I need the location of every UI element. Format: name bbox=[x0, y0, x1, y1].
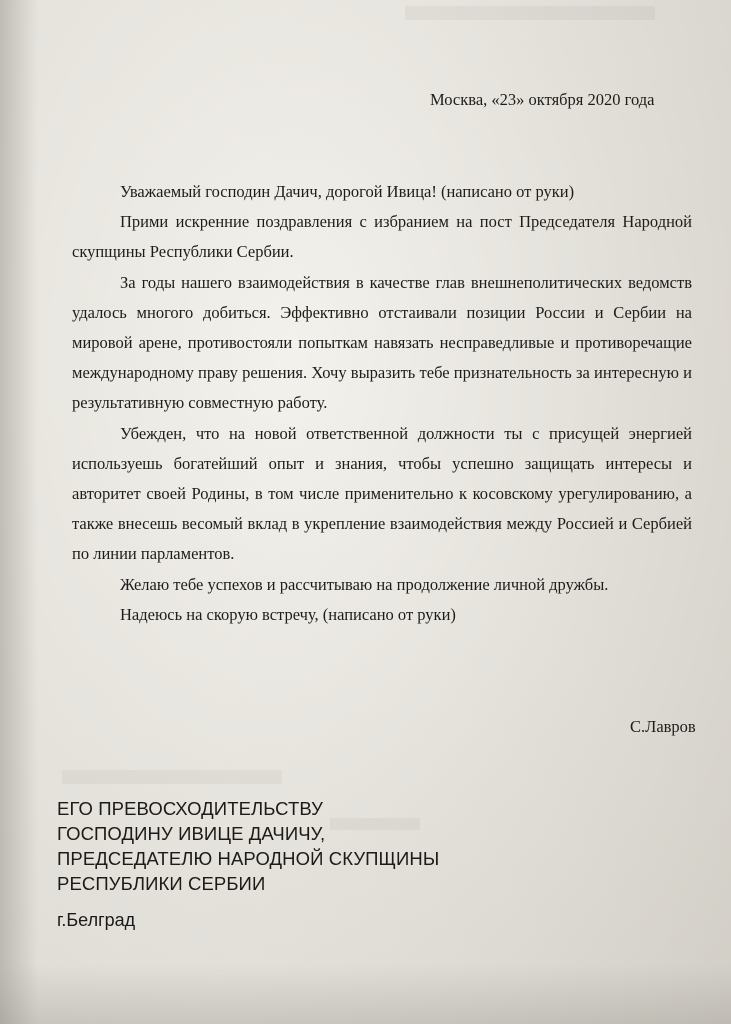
closing-paragraph: Надеюсь на скорую встречу, (написано от руки) bbox=[120, 605, 456, 625]
addressee-line: РЕСПУБЛИКИ СЕРБИИ bbox=[57, 873, 266, 894]
body-paragraph: Желаю тебе успехов и рассчитываю на продолжение личной дружбы. bbox=[120, 575, 609, 595]
addressee-line: ГОСПОДИНУ ИВИЦЕ ДАЧИЧУ, bbox=[57, 823, 326, 844]
addressee-block bbox=[57, 796, 439, 896]
date-line: Москва, «23» октября 2020 года bbox=[430, 90, 655, 109]
signature: С.Лавров bbox=[630, 717, 696, 736]
addressee-line: ПРЕДСЕДАТЕЛЮ НАРОДНОЙ СКУПЩИНЫ bbox=[57, 848, 440, 869]
greeting-paragraph: Уважаемый господин Дачич, дорогой Ивица! (написано от руки) bbox=[120, 182, 575, 201]
bleed-through-mark bbox=[62, 770, 282, 784]
body-paragraph: За годы нашего взаимодействия в качестве глав внешнеполитических ведомств удалось многого добиться. Эффективно отстаивали позиции России и Сербии на мировой арене, противостояли попыткам навязать несправедливые и противоречащие международному праву решения. Хочу выразить тебе признательность за интересную и результативную совместную работу. bbox=[72, 273, 692, 412]
addressee-city: г.Белград bbox=[57, 910, 136, 930]
body-paragraph: Убежден, что на новой ответственной должности ты с присущей энергией используешь богатейший опыт и знания, чтобы успешно защищать интересы и авторитет своей Родины, в том числе применительно к косовскому урегулированию, а также внесешь весомый вклад в укрепление взаимодействия между Россией и Сербией по линии парламентов. bbox=[72, 424, 692, 563]
bleed-through-mark bbox=[405, 6, 655, 20]
page-shadow-left bbox=[0, 0, 38, 1024]
addressee-line: ЕГО ПРЕВОСХОДИТЕЛЬСТВУ bbox=[57, 798, 324, 819]
letter-body bbox=[72, 177, 692, 630]
body-paragraph: Прими искренние поздравления с избранием на пост Председателя Народной скупщины Республики Сербии. bbox=[72, 211, 692, 261]
page-shadow-bottom bbox=[0, 964, 731, 1024]
